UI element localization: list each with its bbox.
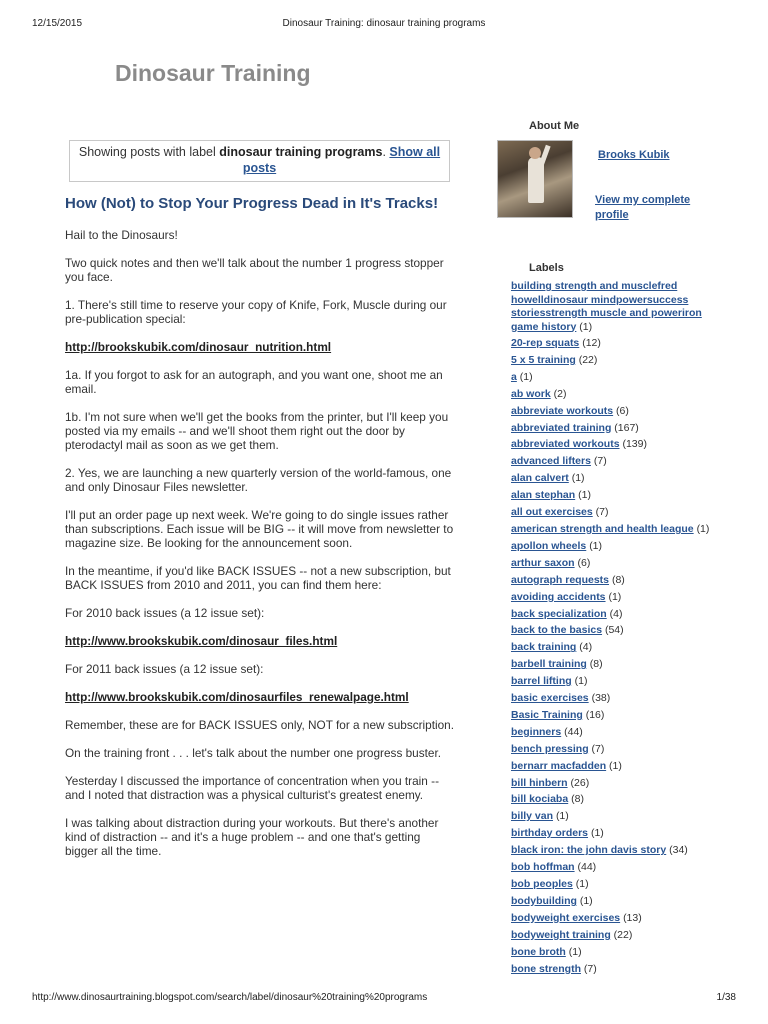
label-link[interactable]: abbreviated workouts xyxy=(511,438,620,451)
post-paragraph: Two quick notes and then we'll talk about the number 1 progress stopper you face. xyxy=(65,256,444,284)
label-count: (1) xyxy=(608,590,622,603)
label-item xyxy=(511,775,757,792)
label-count: (26) xyxy=(570,776,590,789)
blog-title[interactable]: Dinosaur Training xyxy=(115,60,311,86)
label-link[interactable]: Basic Training xyxy=(511,708,583,721)
label-count: (13) xyxy=(623,911,642,924)
label-item xyxy=(511,572,757,589)
label-item xyxy=(511,470,757,487)
label-link[interactable]: bernarr macfadden xyxy=(511,759,607,772)
label-count: (22) xyxy=(578,353,598,366)
label-link[interactable]: alan calvert xyxy=(511,472,569,485)
label-link[interactable]: autograph requests xyxy=(511,573,610,586)
label-count: (38) xyxy=(591,692,611,705)
label-link[interactable]: 20-rep squats xyxy=(511,337,580,349)
label-count: (1) xyxy=(574,675,588,688)
label-link[interactable]: birthday orders xyxy=(511,827,589,840)
label-count: (7) xyxy=(595,506,609,519)
label-link[interactable]: black iron: the john davis story xyxy=(511,844,667,857)
label-item xyxy=(511,842,757,859)
post-paragraph: In the meantime, if you'd like BACK ISSUES -- not a new subscription, but BACK ISSUES from 2010 and 2011, you can find them here: xyxy=(65,564,451,592)
avatar-arm xyxy=(538,145,550,167)
label-item xyxy=(511,656,757,673)
label-link[interactable]: beginners xyxy=(511,725,562,738)
label-count: (1) xyxy=(579,894,593,907)
label-link[interactable]: american strength and health league xyxy=(511,522,694,535)
label-item xyxy=(511,420,757,437)
label-item xyxy=(511,622,757,639)
label-item xyxy=(511,280,731,334)
print-date: 12/15/2015 xyxy=(32,18,83,29)
label-item xyxy=(511,521,757,538)
label-link[interactable]: bill hinbern xyxy=(511,776,568,789)
label-link[interactable]: advanced lifters xyxy=(511,455,591,468)
label-count: (8) xyxy=(589,658,603,671)
print-page-title: Dinosaur Training: dinosaur training programs xyxy=(282,18,486,29)
label-count: (16) xyxy=(585,708,605,721)
label-count: (34) xyxy=(669,844,688,857)
post-paragraph: Yesterday I discussed the importance of concentration when you train -- and I noted that distraction was a physical culturist's greatest enemy. xyxy=(65,774,439,802)
label-link[interactable]: barbell training xyxy=(511,658,587,671)
label-count: (22) xyxy=(613,928,633,941)
label-count: (2) xyxy=(553,387,567,400)
label-link[interactable]: avoiding accidents xyxy=(511,590,606,603)
label-item xyxy=(511,538,757,555)
print-url: http://www.dinosaurtraining.blogspot.com/search/label/dinosaur%20training%20programs xyxy=(32,992,428,1003)
labels-list xyxy=(497,280,757,977)
label-link[interactable]: ab work xyxy=(511,387,551,400)
label-link[interactable]: bone strength xyxy=(511,962,581,975)
avatar[interactable] xyxy=(497,140,573,218)
label-link[interactable]: alan stephan xyxy=(511,489,576,502)
post-paragraph: Remember, these are for BACK ISSUES only, NOT for a new subscription. xyxy=(65,718,455,732)
print-page-number: 1/38 xyxy=(716,992,736,1003)
post-paragraph: Hail to the Dinosaurs! xyxy=(65,228,178,242)
label-link[interactable]: bodyweight exercises xyxy=(511,911,621,924)
label-link[interactable]: a xyxy=(511,370,517,383)
label-count: (1) xyxy=(519,370,533,383)
label-link[interactable]: abbreviated training xyxy=(511,421,612,434)
label-link[interactable]: back to the basics xyxy=(511,624,603,637)
label-count: (1) xyxy=(555,810,569,823)
label-item xyxy=(511,436,757,453)
label-count: (54) xyxy=(604,624,624,637)
post-paragraph: On the training front . . . let's talk about the number one progress buster. xyxy=(65,746,442,760)
label-item xyxy=(511,927,757,944)
label-count: (8) xyxy=(611,573,625,586)
sidebar xyxy=(497,120,757,977)
status-prefix: Showing posts with label xyxy=(78,145,220,159)
label-count: (1) xyxy=(609,759,622,772)
label-count: (1) xyxy=(590,827,604,840)
print-footer xyxy=(32,992,736,1006)
dinosaur-files-2010-link[interactable]: http://www.brookskubik.com/dinosaur_files.html xyxy=(65,634,338,648)
label-link[interactable]: bob peoples xyxy=(511,878,573,890)
profile-widget xyxy=(497,140,757,222)
label-count: (44) xyxy=(564,725,583,738)
status-label: dinosaur training programs xyxy=(219,145,383,159)
label-item xyxy=(511,335,757,352)
label-item xyxy=(511,606,757,623)
post-title[interactable]: How (Not) to Stop Your Progress Dead in It's Tracks! xyxy=(65,195,439,212)
label-count: (1) xyxy=(578,489,591,502)
label-link[interactable]: basic exercises xyxy=(511,692,589,705)
label-count: (4) xyxy=(579,641,593,654)
show-all-posts-link[interactable]: Show all posts xyxy=(242,145,441,175)
post-paragraph: For 2010 back issues (a 12 issue set): xyxy=(65,606,265,620)
about-me-heading: About Me xyxy=(529,120,580,132)
label-item xyxy=(511,893,757,910)
main-column xyxy=(65,140,455,872)
label-count: (7) xyxy=(591,742,605,755)
label-link[interactable]: back training xyxy=(511,641,577,654)
label-link[interactable]: bodybuilding xyxy=(511,894,577,907)
label-item xyxy=(511,859,757,876)
label-link[interactable]: barrel lifting xyxy=(511,675,572,688)
avatar-head xyxy=(529,147,541,159)
label-item xyxy=(511,386,757,403)
label-count: (8) xyxy=(571,793,584,806)
label-link[interactable]: apollon wheels xyxy=(511,539,587,552)
label-item xyxy=(511,944,757,961)
dinosaur-files-2011-link[interactable]: http://www.brookskubik.com/dinosaurfiles_renewalpage.html xyxy=(65,690,409,704)
post-body xyxy=(65,228,455,858)
post-paragraph: 1a. If you forgot to ask for an autograph, and you want one, shoot me an email. xyxy=(65,368,443,396)
label-item xyxy=(511,724,757,741)
label-count: (1) xyxy=(575,878,589,890)
label-item xyxy=(511,673,757,690)
label-count: (1) xyxy=(696,522,710,535)
status-suffix: . xyxy=(382,145,390,159)
label-item xyxy=(511,741,757,758)
label-link[interactable]: arthur saxon xyxy=(511,556,575,569)
label-item xyxy=(511,487,757,504)
label-link[interactable]: all out exercises xyxy=(511,506,593,519)
label-count: (7) xyxy=(593,455,607,468)
label-item xyxy=(511,690,757,707)
label-link[interactable]: bodyweight training xyxy=(511,928,611,941)
label-count: (44) xyxy=(577,861,597,874)
label-link[interactable]: bill kociaba xyxy=(511,793,569,806)
post-paragraph: 1. There's still time to reserve your copy of Knife, Fork, Muscle during our pre-publication special: xyxy=(65,298,447,326)
view-profile-link[interactable]: View my complete profile xyxy=(595,194,691,221)
label-item xyxy=(511,352,757,369)
label-item xyxy=(511,876,757,893)
nutrition-link[interactable]: http://brookskubik.com/dinosaur_nutrition.html xyxy=(65,340,332,354)
post-paragraph: 2. Yes, we are launching a new quarterly version of the world-famous, one and only Dinosaur Files newsletter. xyxy=(65,466,452,494)
label-link[interactable]: bench pressing xyxy=(511,742,589,755)
post-paragraph: 1b. I'm not sure when we'll get the books from the printer, but I'll keep you posted via my emails -- and we'll shoot them right out the door by pterodactyl mail as soon as we get them. xyxy=(65,410,449,452)
post-paragraph: For 2011 back issues (a 12 issue set): xyxy=(65,662,264,676)
label-item xyxy=(511,453,757,470)
label-link[interactable]: bone broth xyxy=(511,945,566,958)
label-count: (167) xyxy=(614,421,639,434)
label-link[interactable]: bob hoffman xyxy=(511,861,575,874)
label-count: (12) xyxy=(582,337,601,349)
print-header xyxy=(32,18,736,32)
label-count: (7) xyxy=(583,962,597,975)
profile-name-link[interactable]: Brooks Kubik xyxy=(598,149,670,161)
label-item xyxy=(511,961,757,978)
label-item xyxy=(511,504,757,521)
label-item xyxy=(511,403,757,420)
labels-heading: Labels xyxy=(529,262,564,274)
label-count: (139) xyxy=(622,438,647,451)
label-count: (1) xyxy=(571,472,585,485)
label-status-message xyxy=(69,140,450,182)
label-link[interactable]: back specialization xyxy=(511,607,607,620)
label-count: (1) xyxy=(579,320,593,333)
label-link[interactable]: billy van xyxy=(511,810,554,823)
label-count: (6) xyxy=(616,404,629,417)
label-item xyxy=(511,758,757,775)
label-link[interactable]: 5 x 5 training xyxy=(511,353,576,366)
post-paragraph: I was talking about distraction during your workouts. But there's another kind of distraction -- and it's a huge problem -- and one that's getting bigger all the time. xyxy=(65,816,439,858)
label-item xyxy=(511,707,757,724)
label-item xyxy=(511,791,757,808)
label-item xyxy=(511,555,757,572)
label-item xyxy=(511,910,757,927)
label-count: (1) xyxy=(568,945,582,958)
label-item xyxy=(511,589,757,606)
label-count: (6) xyxy=(577,556,591,569)
post-paragraph: I'll put an order page up next week. We're going to do single issues rather than subscriptions. Each issue will be BIG -- it will move from newsletter to magazine size. Be looking for the announcement soon. xyxy=(65,508,454,550)
label-count: (4) xyxy=(609,607,623,620)
label-item xyxy=(511,369,757,386)
label-link[interactable]: abbreviate workouts xyxy=(511,404,614,417)
label-link[interactable]: building strength and musclefred howelldinosaur mindpowersuccess storiesstrength muscle and poweriron game history xyxy=(511,280,702,333)
label-item xyxy=(511,639,757,656)
label-item xyxy=(511,825,757,842)
label-count: (1) xyxy=(589,539,603,552)
label-item xyxy=(511,808,757,825)
